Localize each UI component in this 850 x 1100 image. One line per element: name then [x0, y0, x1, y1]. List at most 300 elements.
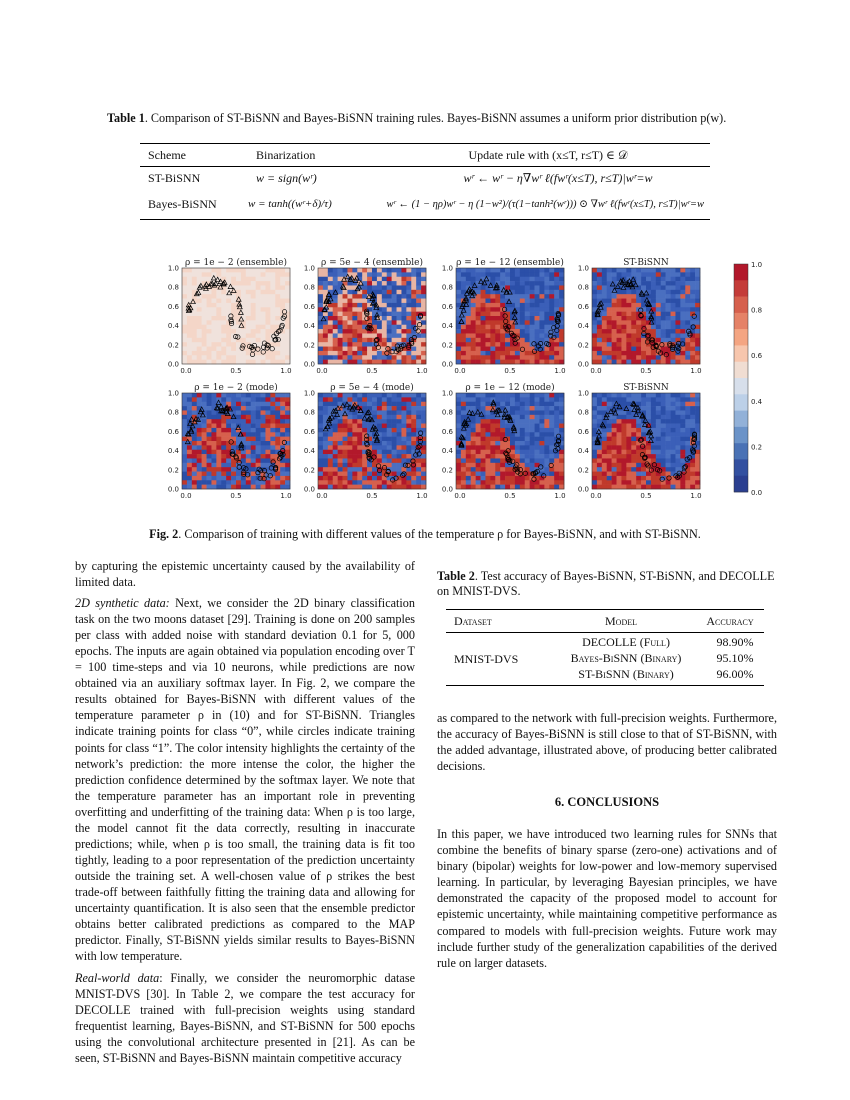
heatmap-cell [607, 299, 612, 304]
heatmap-cell [357, 299, 362, 304]
heatmap-cell [411, 277, 416, 282]
y-tick-label: 0.4 [577, 447, 589, 456]
heatmap-cell [602, 458, 607, 463]
heatmap-cell [382, 329, 387, 334]
heatmap-cell [685, 397, 690, 402]
heatmap-cell [357, 320, 362, 325]
heatmap-cell [421, 393, 426, 398]
heatmap-cell [328, 450, 333, 455]
heatmap-cell [675, 419, 680, 424]
heatmap-cell [221, 329, 226, 334]
heatmap-cell [554, 410, 559, 415]
heatmap-cell [347, 320, 352, 325]
heatmap-cell [387, 450, 392, 455]
heatmap-cell [592, 410, 597, 415]
heatmap-cell [357, 294, 362, 299]
heatmap-cell [544, 325, 549, 330]
heatmap-cell [275, 441, 280, 446]
heatmap-cell [246, 393, 251, 398]
heatmap-cell [397, 294, 402, 299]
heatmap-cell [597, 285, 602, 290]
heatmap-cell [270, 445, 275, 450]
heatmap-cell [251, 437, 256, 442]
heatmap-cell [318, 347, 323, 352]
heatmap-cell [377, 415, 382, 420]
heatmap-cell [216, 347, 221, 352]
heatmap-cell [481, 476, 486, 481]
heatmap-cell [500, 338, 505, 343]
heatmap-cell [656, 303, 661, 308]
heatmap-cell [525, 299, 530, 304]
heatmap-cell [661, 285, 666, 290]
heatmap-cell [666, 485, 671, 490]
heatmap-cell [241, 285, 246, 290]
heatmap-cell [328, 285, 333, 290]
heatmap-cell [397, 419, 402, 424]
heatmap-cell [690, 281, 695, 286]
right-column [437, 710, 777, 977]
heatmap-cell [617, 485, 622, 490]
heatmap-cell [675, 329, 680, 334]
heatmap-cell [535, 307, 540, 312]
heatmap-cell [382, 303, 387, 308]
heatmap-cell [535, 424, 540, 429]
heatmap-cell [265, 285, 270, 290]
heatmap-cell [280, 320, 285, 325]
heatmap-cell [382, 402, 387, 407]
heatmap-cell [202, 347, 207, 352]
heatmap-cell [406, 329, 411, 334]
heatmap-cell [544, 307, 549, 312]
heatmap-cell [411, 437, 416, 442]
heatmap-cell [357, 437, 362, 442]
heatmap-cell [471, 458, 476, 463]
heatmap-cell [685, 281, 690, 286]
heatmap-cell [406, 415, 411, 420]
heatmap-cell [382, 432, 387, 437]
heatmap-cell [362, 445, 367, 450]
y-tick-label: 0.8 [303, 408, 315, 417]
heatmap-cell [207, 299, 212, 304]
table2-model: ST-BiSNN (Binary) [578, 667, 674, 681]
heatmap-cell [631, 437, 636, 442]
heatmap-cell [392, 272, 397, 277]
heatmap-cell [236, 281, 241, 286]
heatmap-cell [328, 432, 333, 437]
heatmap-cell [626, 325, 631, 330]
heatmap-cell [612, 303, 617, 308]
heatmap-cell [661, 441, 666, 446]
heatmap-cell [362, 476, 367, 481]
heatmap-cell [690, 402, 695, 407]
heatmap-cell [597, 480, 602, 485]
heatmap-cell [471, 299, 476, 304]
heatmap-cell [602, 432, 607, 437]
heatmap-cell [490, 463, 495, 468]
heatmap-cell [636, 428, 641, 433]
heatmap-cell [207, 485, 212, 490]
heatmap-cell [675, 410, 680, 415]
heatmap-cell [490, 355, 495, 360]
heatmap-cell [612, 272, 617, 277]
heatmap-cell [256, 281, 261, 286]
heatmap-cell [221, 437, 226, 442]
heatmap-cell [515, 325, 520, 330]
table2-caption-text: . Test accuracy of Bayes-BiSNN, ST-BiSNN, and DECOLLE on MNIST-DVS. [437, 569, 775, 598]
heatmap-cell [626, 329, 631, 334]
heatmap-cell [221, 338, 226, 343]
heatmap-cell [554, 360, 559, 365]
heatmap-cell [387, 437, 392, 442]
heatmap-cell [411, 316, 416, 321]
heatmap-cell [592, 325, 597, 330]
heatmap-cell [416, 355, 421, 360]
heatmap-cell [695, 316, 700, 321]
heatmap-cell [621, 458, 626, 463]
heatmap-cell [456, 307, 461, 312]
heatmap-cell [510, 402, 515, 407]
heatmap-cell [685, 410, 690, 415]
heatmap-cell [597, 397, 602, 402]
heatmap-cell [328, 351, 333, 356]
heatmap-cell [535, 393, 540, 398]
heatmap-cell [406, 402, 411, 407]
heatmap-cell [318, 272, 323, 277]
heatmap-cell [343, 355, 348, 360]
heatmap-cell [631, 397, 636, 402]
y-tick-label: 0.2 [577, 341, 589, 350]
heatmap-cell [207, 397, 212, 402]
heatmap-cell [382, 428, 387, 433]
heatmap-cell [211, 360, 216, 365]
heatmap-cell [265, 329, 270, 334]
heatmap-cell [520, 307, 525, 312]
heatmap-cell [347, 268, 352, 273]
heatmap-cell [597, 406, 602, 411]
heatmap-cell [495, 290, 500, 295]
heatmap-cell [671, 397, 676, 402]
heatmap-cell [495, 299, 500, 304]
heatmap-cell [397, 445, 402, 450]
heatmap-cell [352, 312, 357, 317]
heatmap-cell [671, 312, 676, 317]
heatmap-cell [387, 268, 392, 273]
heatmap-cell [202, 299, 207, 304]
heatmap-cell [617, 419, 622, 424]
heatmap-cell [352, 303, 357, 308]
heatmap-cell [617, 458, 622, 463]
heatmap-cell [602, 480, 607, 485]
heatmap-cell [406, 428, 411, 433]
heatmap-cell [318, 360, 323, 365]
heatmap-cell [476, 437, 481, 442]
heatmap-cell [456, 351, 461, 356]
heatmap-cell [651, 476, 656, 481]
panel-title: ρ = 1e − 12 (ensemble) [456, 258, 564, 268]
heatmap-cell [641, 360, 646, 365]
heatmap-cell [285, 472, 290, 477]
heatmap-cell [456, 415, 461, 420]
heatmap-cell [202, 432, 207, 437]
heatmap-cell [392, 285, 397, 290]
heatmap-cell [685, 393, 690, 398]
heatmap-cell [416, 347, 421, 352]
heatmap-cell [612, 454, 617, 459]
heatmap-cell [520, 480, 525, 485]
heatmap-cell [456, 329, 461, 334]
heatmap-cell [549, 485, 554, 490]
heatmap-cell [323, 485, 328, 490]
heatmap-cell [182, 424, 187, 429]
heatmap-cell [246, 355, 251, 360]
heatmap-cell [372, 285, 377, 290]
heatmap-cell [559, 463, 564, 468]
heatmap-cell [695, 480, 700, 485]
heatmap-cell [352, 419, 357, 424]
heatmap-cell [333, 303, 338, 308]
heatmap-cell [357, 419, 362, 424]
heatmap-cell [251, 307, 256, 312]
heatmap-cell [236, 285, 241, 290]
heatmap-cell [592, 268, 597, 273]
heatmap-cell [597, 402, 602, 407]
heatmap-cell [377, 281, 382, 286]
heatmap-cell [530, 458, 535, 463]
heatmap-cell [525, 397, 530, 402]
heatmap-cell [535, 277, 540, 282]
heatmap-cell [666, 272, 671, 277]
heatmap-cell [485, 294, 490, 299]
heatmap-cell [216, 424, 221, 429]
heatmap-cell [656, 445, 661, 450]
heatmap-cell [559, 303, 564, 308]
heatmap-cell [520, 454, 525, 459]
heatmap-cell [539, 281, 544, 286]
heatmap-cell [182, 463, 187, 468]
heatmap-cell [411, 472, 416, 477]
heatmap-cell [621, 338, 626, 343]
heatmap-cell [621, 463, 626, 468]
heatmap-cell [192, 320, 197, 325]
heatmap-cell [275, 347, 280, 352]
heatmap-cell [377, 268, 382, 273]
heatmap-cell [221, 419, 226, 424]
heatmap-cell [265, 320, 270, 325]
heatmap-cell [362, 472, 367, 477]
heatmap-cell [362, 299, 367, 304]
heatmap-cell [270, 290, 275, 295]
heatmap-cell [416, 467, 421, 472]
heatmap-cell [333, 441, 338, 446]
heatmap-cell [343, 454, 348, 459]
heatmap-cell [226, 393, 231, 398]
heatmap-cell [241, 415, 246, 420]
heatmap-cell [328, 277, 333, 282]
heatmap-cell [520, 406, 525, 411]
heatmap-cell [251, 294, 256, 299]
heatmap-cell [387, 333, 392, 338]
heatmap-cell [485, 441, 490, 446]
heatmap-cell [456, 419, 461, 424]
heatmap-cell [347, 312, 352, 317]
heatmap-cell [387, 307, 392, 312]
heatmap-cell [275, 312, 280, 317]
heatmap-cell [666, 463, 671, 468]
heatmap-cell [680, 333, 685, 338]
heatmap-cell [597, 290, 602, 295]
heatmap-cell [544, 290, 549, 295]
heatmap-cell [226, 342, 231, 347]
heatmap-cell [549, 467, 554, 472]
heatmap-cell [211, 450, 216, 455]
heatmap-cell [411, 312, 416, 317]
heatmap-cell [641, 397, 646, 402]
heatmap-cell [607, 268, 612, 273]
heatmap-cell [621, 402, 626, 407]
heatmap-cell [466, 441, 471, 446]
heatmap-cell [671, 402, 676, 407]
heatmap-cell [471, 320, 476, 325]
x-tick-label: 1.0 [554, 367, 566, 375]
heatmap-cell [656, 410, 661, 415]
heatmap-cell [539, 294, 544, 299]
heatmap-cell [372, 360, 377, 365]
heatmap-cell [485, 472, 490, 477]
heatmap-cell [602, 428, 607, 433]
heatmap-cell [671, 272, 676, 277]
heatmap-cell [392, 325, 397, 330]
heatmap-cell [328, 467, 333, 472]
heatmap-cell [656, 294, 661, 299]
heatmap-cell [675, 294, 680, 299]
heatmap-cell [318, 355, 323, 360]
heatmap-cell [270, 402, 275, 407]
heatmap-cell [382, 325, 387, 330]
heatmap-cell [685, 268, 690, 273]
heatmap-cell [392, 303, 397, 308]
heatmap-cell [695, 342, 700, 347]
heatmap-cell [500, 347, 505, 352]
heatmap-cell [456, 458, 461, 463]
heatmap-cell [197, 351, 202, 356]
heatmap-cell [631, 290, 636, 295]
heatmap-cell [382, 424, 387, 429]
heatmap-cell [461, 454, 466, 459]
heatmap-cell [187, 342, 192, 347]
heatmap-cell [207, 303, 212, 308]
heatmap-panel [304, 257, 428, 375]
heatmap-cell [236, 406, 241, 411]
heatmap-cell [411, 347, 416, 352]
heatmap-cell [226, 424, 231, 429]
heatmap-cell [602, 325, 607, 330]
heatmap-cell [612, 325, 617, 330]
heatmap-cell [661, 312, 666, 317]
heatmap-cell [485, 454, 490, 459]
heatmap-cell [207, 480, 212, 485]
heatmap-cell [285, 410, 290, 415]
heatmap-cell [318, 290, 323, 295]
heatmap-cell [236, 290, 241, 295]
heatmap-cell [328, 397, 333, 402]
heatmap-cell [226, 472, 231, 477]
heatmap-cell [680, 320, 685, 325]
heatmap-cell [685, 351, 690, 356]
panel-title: ST-BiSNN [623, 383, 669, 393]
heatmap-cell [265, 268, 270, 273]
heatmap-cell [241, 437, 246, 442]
heatmap-cell [666, 281, 671, 286]
heatmap-cell [347, 441, 352, 446]
heatmap-cell [544, 294, 549, 299]
heatmap-cell [256, 333, 261, 338]
heatmap-cell [471, 485, 476, 490]
heatmap-cell [397, 480, 402, 485]
heatmap-cell [490, 419, 495, 424]
table2-model: DECOLLE (Full) [582, 635, 670, 649]
heatmap-cell [549, 428, 554, 433]
heatmap-cell [626, 303, 631, 308]
heatmap-cell [182, 329, 187, 334]
colorbar-tick-label: 0.8 [751, 306, 763, 315]
colorbar-segment [734, 345, 748, 362]
heatmap-cell [406, 406, 411, 411]
heatmap-cell [549, 299, 554, 304]
heatmap-cell [500, 472, 505, 477]
heatmap-cell [636, 303, 641, 308]
heatmap-cell [251, 424, 256, 429]
heatmap-cell [675, 290, 680, 295]
heatmap-cell [416, 333, 421, 338]
heatmap-cell [685, 342, 690, 347]
heatmap-cell [617, 329, 622, 334]
heatmap-cell [192, 312, 197, 317]
heatmap-cell [328, 272, 333, 277]
heatmap-cell [275, 277, 280, 282]
heatmap-cell [207, 450, 212, 455]
heatmap-cell [612, 467, 617, 472]
heatmap-cell [387, 397, 392, 402]
heatmap-cell [461, 355, 466, 360]
heatmap-cell [182, 419, 187, 424]
heatmap-cell [246, 415, 251, 420]
heatmap-cell [328, 485, 333, 490]
heatmap-cell [261, 415, 266, 420]
heatmap-cell [285, 445, 290, 450]
heatmap-cell [347, 476, 352, 481]
heatmap-cell [641, 320, 646, 325]
heatmap-cell [510, 277, 515, 282]
x-tick-label: 0.5 [504, 492, 516, 500]
heatmap-cell [456, 402, 461, 407]
table2-accuracy: 98.90% [716, 635, 754, 649]
heatmap-panel [578, 258, 702, 375]
heatmap-cell [241, 480, 246, 485]
heatmap-cell [525, 285, 530, 290]
heatmap-cell [246, 472, 251, 477]
heatmap-cell [525, 329, 530, 334]
heatmap-cell [216, 351, 221, 356]
heatmap-cell [318, 338, 323, 343]
heatmap-cell [539, 402, 544, 407]
heatmap-cell [495, 360, 500, 365]
heatmap-cell [675, 281, 680, 286]
heatmap-cell [261, 312, 266, 317]
heatmap-cell [656, 454, 661, 459]
heatmap-cell [362, 333, 367, 338]
heatmap-cell [357, 428, 362, 433]
heatmap-cell [392, 463, 397, 468]
